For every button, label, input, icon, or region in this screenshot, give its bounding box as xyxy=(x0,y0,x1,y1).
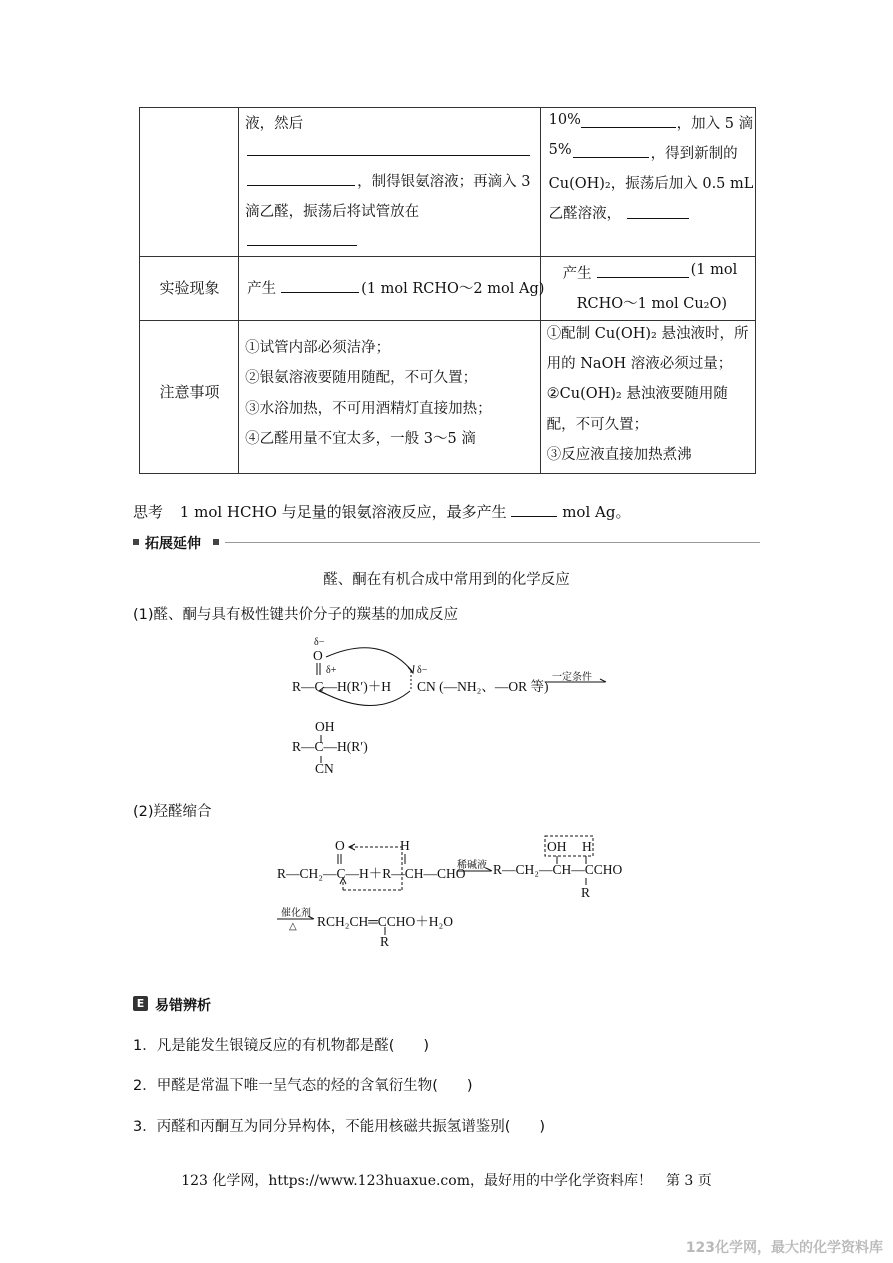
extension-item: (1)醛、酮与具有极性键共价分子的羰基的加成反应 xyxy=(133,607,459,623)
cell-line: ③反应液直接加热煮沸 xyxy=(546,447,692,463)
oxygen-atom: O xyxy=(335,838,345,853)
cell-line: 产生 xyxy=(562,266,592,282)
section-header-errors xyxy=(133,995,333,1013)
section-title: 拓展延伸 xyxy=(145,536,201,552)
fill-blank[interactable] xyxy=(581,113,676,128)
reaction-condition: 稀碱液 xyxy=(457,860,487,871)
table-row xyxy=(140,257,756,321)
cell-line: ②Cu(OH)₂ 悬浊液要随用随 xyxy=(546,386,728,402)
cell-line: RCHO～1 mol Cu₂O) xyxy=(576,296,728,312)
product-group: R xyxy=(380,934,390,949)
cell-line: (1 mol RCHO～2 mol Ag) xyxy=(361,281,545,297)
fill-blank[interactable] xyxy=(627,204,689,219)
product-group: R xyxy=(581,885,591,900)
table-cell-label xyxy=(140,321,239,474)
error-section-icon: E xyxy=(133,996,148,1011)
table-cell-empty xyxy=(140,108,239,257)
bullet-square-icon xyxy=(213,539,219,545)
fill-blank[interactable] xyxy=(573,143,649,158)
think-question xyxy=(133,501,630,522)
reaction-2-diagram xyxy=(275,832,635,962)
row-label: 注意事项 xyxy=(159,383,220,401)
product-formula: R—CH₂—CH—CCHO xyxy=(493,862,623,877)
cell-line: ①试管内部必须洁净； xyxy=(245,340,391,356)
watermark: 123化学网，最大的化学资料库 xyxy=(685,1240,883,1256)
product-group: OH xyxy=(315,719,335,734)
cell-line: ②银氨溶液要随用随配，不可久置； xyxy=(245,370,478,386)
cell-line: 10% xyxy=(548,112,581,128)
cell-line: 液，然后 xyxy=(245,116,304,132)
cell-line: ④乙醛用量不宜太多，一般 3～5 滴 xyxy=(245,431,476,447)
cell-line: (1 mol xyxy=(690,262,738,278)
think-text: 1 mol HCHO 与足量的银氨溶液反应，最多产生 xyxy=(179,503,507,521)
product-group: OH xyxy=(547,839,567,854)
fill-blank[interactable] xyxy=(281,278,359,293)
reaction-condition: 催化剂 xyxy=(281,908,311,919)
final-product-formula: RCH₂CH═CCHO＋H₂O xyxy=(317,914,453,929)
section-title: 易错辨析 xyxy=(155,998,211,1014)
row-label: 实验现象 xyxy=(159,279,220,297)
partial-charge-label: δ− xyxy=(417,665,428,676)
product-group: H xyxy=(582,839,592,854)
list-item: 3．丙醛和丙酮互为同分异构体，不能用核磁共振氢谱鉴别( ) xyxy=(133,1119,546,1135)
cell-line: 乙醛溶液， xyxy=(548,206,622,222)
table-cell-silver-phenomenon xyxy=(239,257,545,321)
cell-line: ③水浴加热，不可用酒精灯直接加热； xyxy=(245,401,492,417)
page-footer: 123 化学网，https://www.123huaxue.com，最好用的中学化学资料库！ 第 3 页 xyxy=(181,1173,712,1189)
think-label: 思考 xyxy=(133,503,164,521)
table-cell-copper-notes xyxy=(540,321,755,474)
table-row xyxy=(140,108,756,257)
think-suffix: mol Ag。 xyxy=(562,503,631,521)
cell-line: ，得到新制的 xyxy=(650,146,738,162)
section-divider xyxy=(225,542,760,543)
fill-blank[interactable] xyxy=(247,231,357,246)
product-formula: R—C—H(R′) xyxy=(292,739,368,754)
cell-line: Cu(OH)₂，振荡后加入 0.5 mL xyxy=(548,176,754,192)
cell-line: ①配制 Cu(OH)₂ 悬浊液时，所 xyxy=(546,326,749,342)
cell-line: ，制得银氨溶液；再滴入 3 xyxy=(357,174,531,190)
partial-charge-label: δ− xyxy=(314,637,325,648)
heat-symbol: △ xyxy=(289,921,297,932)
list-item: 1．凡是能发生银镜反应的有机物都是醛( ) xyxy=(133,1038,430,1054)
fill-blank[interactable] xyxy=(247,171,355,186)
hydrogen-atom: H xyxy=(400,838,410,853)
fill-blank[interactable] xyxy=(247,141,530,156)
cell-line: 产生 xyxy=(247,281,277,297)
fill-blank[interactable] xyxy=(597,263,689,278)
table-cell-copper-procedure xyxy=(540,108,755,257)
extension-title: 醛、酮在有机合成中常用到的化学反应 xyxy=(323,572,570,588)
reaction-condition: 一定条件 xyxy=(552,672,592,683)
extension-item: (2)羟醛缩合 xyxy=(133,804,212,820)
section-header-extension xyxy=(133,535,760,551)
table-row xyxy=(140,321,756,474)
table-cell-label xyxy=(140,257,239,321)
reactant-formula: R—CH₂—C—H＋R—CH—CHO xyxy=(277,866,466,881)
cell-line: 用的 NaOH 溶液必须过量； xyxy=(546,356,733,372)
partial-charge-label: δ+ xyxy=(326,665,337,676)
cell-line: 滴乙醛，振荡后将试管放在 xyxy=(245,204,420,220)
table-cell-copper-phenomenon xyxy=(540,257,755,321)
cell-line: 配，不可久置； xyxy=(546,417,649,433)
cell-line: ，加入 5 滴 xyxy=(676,116,754,132)
reactant-formula: R—C—H(R′)＋H xyxy=(292,679,391,694)
table-cell-silver-notes xyxy=(239,321,540,474)
reactant-formula: CN (—NH₂、—OR 等) xyxy=(417,679,549,694)
reaction-1-diagram xyxy=(280,635,620,785)
experiment-table xyxy=(139,107,756,474)
cell-line: 5% xyxy=(548,142,572,158)
oxygen-atom: O xyxy=(313,648,323,663)
table-cell-silver-procedure xyxy=(239,108,540,257)
fill-blank[interactable] xyxy=(511,502,557,517)
bullet-square-icon xyxy=(133,539,139,545)
list-item: 2．甲醛是常温下唯一呈气态的烃的含氧衍生物( ) xyxy=(133,1078,473,1094)
product-group: CN xyxy=(315,761,334,776)
